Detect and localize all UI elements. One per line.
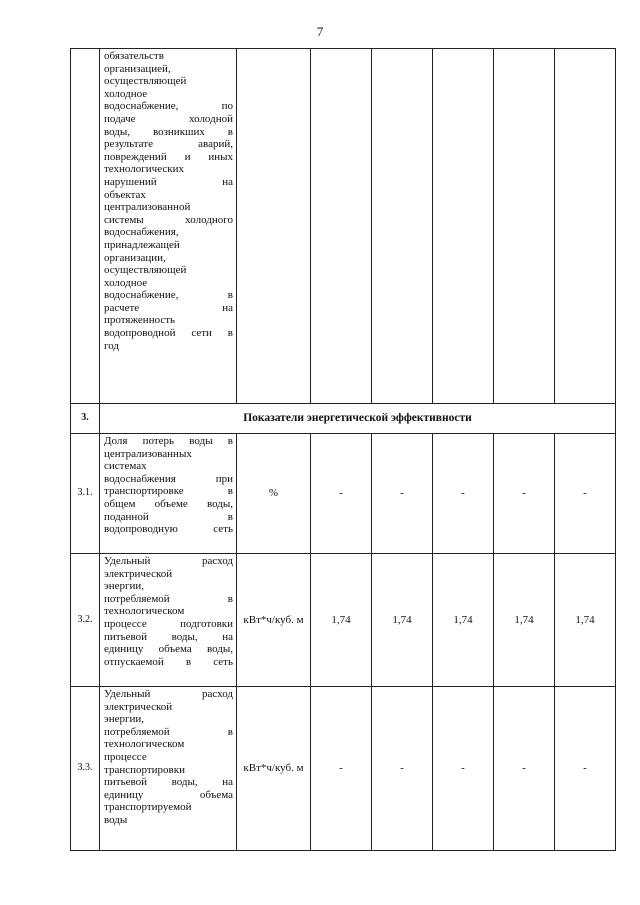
indicator-description: Удельный расход электрической энергии, потребляемой в технологическом процессе транспортировки питьевой воды, на единицу объема транспортируемой воды	[100, 687, 237, 851]
row-number: 3.3.	[71, 687, 100, 851]
value-cell: 1,74	[555, 554, 616, 687]
section-title: Показатели энергетической эффективности	[100, 404, 616, 434]
indicator-description: обязательств организацией, осуществляющей холодное водоснабжение, по подаче холодной воды, возникших в результате аварий, повреждений и иных технологических нарушений на объектах централизованной системы холодного водоснабжения, принадлежащей организации, осуществляющей холодное водоснабжение, в расчете на протяженность водопроводной сети в год	[100, 49, 237, 404]
value-cell: -	[372, 434, 433, 554]
table-row	[71, 687, 616, 851]
value-cell	[372, 49, 433, 404]
value-cell: -	[494, 434, 555, 554]
value-cell	[311, 49, 372, 404]
value-cell: -	[433, 434, 494, 554]
indicator-description: Доля потерь воды в централизованных системах водоснабжения при транспортировке в общем объеме воды, поданной в водопроводную сеть	[100, 434, 237, 554]
unit-cell: %	[237, 434, 311, 554]
section-header-row	[71, 404, 616, 434]
row-number	[71, 49, 100, 404]
value-cell: -	[555, 434, 616, 554]
value-cell	[555, 49, 616, 404]
value-cell: -	[433, 687, 494, 851]
value-cell: -	[494, 687, 555, 851]
value-cell: -	[555, 687, 616, 851]
value-cell: -	[372, 687, 433, 851]
value-cell: 1,74	[311, 554, 372, 687]
value-cell	[494, 49, 555, 404]
value-cell: -	[311, 687, 372, 851]
unit-cell: кВт*ч/куб. м	[237, 554, 311, 687]
row-number: 3.2.	[71, 554, 100, 687]
value-cell: 1,74	[433, 554, 494, 687]
row-number: 3.1.	[71, 434, 100, 554]
unit-cell	[237, 49, 311, 404]
indicators-table	[70, 48, 616, 851]
value-cell: -	[311, 434, 372, 554]
value-cell: 1,74	[372, 554, 433, 687]
unit-cell: кВт*ч/куб. м	[237, 687, 311, 851]
page-number: 7	[316, 24, 324, 39]
table-row	[71, 554, 616, 687]
value-cell: 1,74	[494, 554, 555, 687]
table-row	[71, 434, 616, 554]
section-number: 3.	[71, 404, 100, 434]
value-cell	[433, 49, 494, 404]
indicator-description: Удельный расход электрической энергии, потребляемой в технологическом процессе подготовки питьевой воды, на единицу объема воды, отпускаемой в сеть	[100, 554, 237, 687]
table-row	[71, 49, 616, 404]
